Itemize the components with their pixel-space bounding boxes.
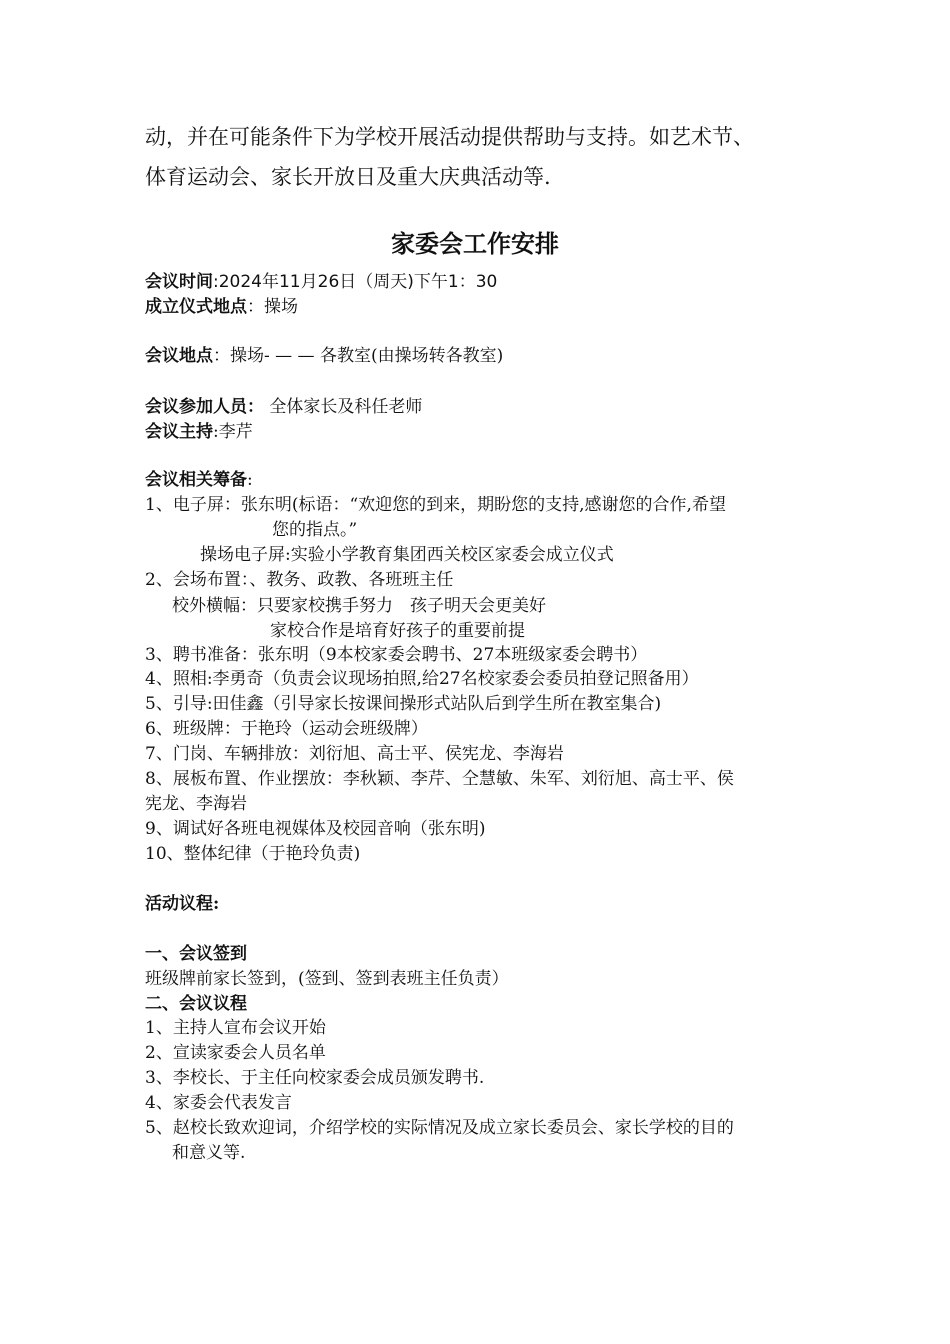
prep-item-2-line-3: 家校合作是培育好孩子的重要前提 xyxy=(270,621,525,641)
prep-heading-text: 会议相关筹备 xyxy=(145,470,247,490)
prep-heading xyxy=(145,468,253,492)
prep-heading-colon: : xyxy=(247,470,253,490)
agenda-step-1: 1、主持人宣布会议开始 xyxy=(145,1018,326,1038)
meeting-time-value: :2024年11月26日（周天)下午1：30 xyxy=(213,272,498,292)
prep-item-3: 3、聘书准备：张东明（9本校家委会聘书、27本班级家委会聘书） xyxy=(145,645,648,665)
meeting-time xyxy=(145,270,497,294)
prep-item-1-line-1: 1、电子屏：张东明(标语：“欢迎您的到来，期盼您的支持,感谢您的合作,希望 xyxy=(145,495,726,515)
prep-item-2-line-2: 校外横幅：只要家校携手努力 孩子明天会更美好 xyxy=(172,596,546,616)
agenda-step-5-line-1: 5、赵校长致欢迎词，介绍学校的实际情况及成立家长委员会、家长学校的目的 xyxy=(145,1118,734,1138)
prep-item-10: 10、整体纪律（于艳玲负责) xyxy=(145,844,361,864)
meeting-participants xyxy=(145,395,422,419)
meeting-location-value: ：操场- — — 各教室(由操场转各教室) xyxy=(213,346,504,366)
participants-label: 会议参加人员： xyxy=(145,397,264,417)
intro-line-1: 动，并在可能条件下为学校开展活动提供帮助与支持。如艺术节、 xyxy=(145,125,754,149)
agenda-section-1-title: 一、会议签到 xyxy=(145,944,247,964)
agenda-step-5-line-2: 和意义等. xyxy=(172,1143,246,1163)
document-title: 家委会工作安排 xyxy=(391,229,559,258)
prep-item-9: 9、调试好各班电视媒体及校园音响（张东明) xyxy=(145,819,486,839)
prep-item-8-line-2: 宪龙、李海岩 xyxy=(145,794,247,814)
prep-item-2-line-1: 2、会场布置：、教务、政教、各班班主任 xyxy=(145,570,454,590)
meeting-location-label: 会议地点 xyxy=(145,346,213,366)
meeting-location xyxy=(145,344,503,368)
prep-item-1-line-3: 操场电子屏:实验小学教育集团西关校区家委会成立仪式 xyxy=(200,545,614,565)
agenda-step-2: 2、宣读家委会人员名单 xyxy=(145,1043,326,1063)
agenda-step-3: 3、李校长、于主任向校家委会成员颁发聘书. xyxy=(145,1068,485,1088)
intro-line-2: 体育运动会、家长开放日及重大庆典活动等. xyxy=(145,165,551,189)
prep-item-7: 7、门岗、车辆排放：刘衍旭、高士平、侯宪龙、李海岩 xyxy=(145,744,564,764)
agenda-section-2-title: 二、会议议程 xyxy=(145,994,247,1014)
meeting-host xyxy=(145,420,253,444)
ceremony-location xyxy=(145,295,298,319)
host-value: :李芹 xyxy=(213,422,253,442)
agenda-step-4: 4、家委会代表发言 xyxy=(145,1093,292,1113)
host-label: 会议主持 xyxy=(145,422,213,442)
prep-item-6: 6、班级牌：于艳玲（运动会班级牌） xyxy=(145,719,428,739)
prep-item-5: 5、引导:田佳鑫（引导家长按课间操形式站队后到学生所在教室集合) xyxy=(145,694,662,714)
ceremony-location-label: 成立仪式地点 xyxy=(145,297,247,317)
prep-item-8-line-1: 8、展板布置、作业摆放：李秋颖、李芹、仝慧敏、朱军、刘衍旭、高士平、侯 xyxy=(145,769,734,789)
agenda-heading: 活动议程: xyxy=(145,894,220,914)
meeting-time-label: 会议时间 xyxy=(145,272,213,292)
participants-value: 全体家长及科任老师 xyxy=(264,397,423,417)
ceremony-location-value: ：操场 xyxy=(247,297,298,317)
agenda-section-1-text: 班级牌前家长签到，(签到、签到表班主任负责） xyxy=(145,969,509,989)
prep-item-1-line-2: 您的指点。” xyxy=(272,520,358,540)
prep-item-4: 4、照相:李勇奇（负责会议现场拍照,给27名校家委会委员拍登记照备用） xyxy=(145,669,699,689)
